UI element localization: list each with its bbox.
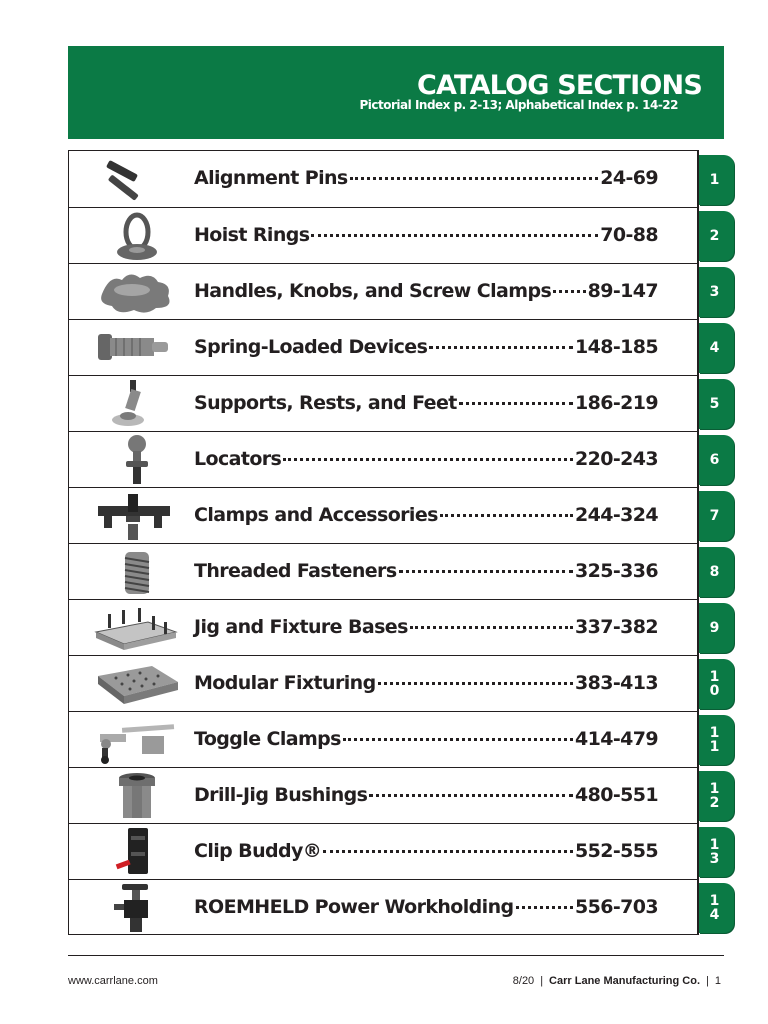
catalog-section-row[interactable] xyxy=(68,823,699,879)
footer-website[interactable]: www.carrlane.com xyxy=(68,975,158,987)
section-tab-number: 6 xyxy=(709,452,720,468)
catalog-section-row[interactable] xyxy=(68,655,699,711)
strap-clamp-icon xyxy=(92,490,182,542)
section-entry[interactable] xyxy=(194,784,658,810)
dot-leader xyxy=(410,625,573,629)
catalog-section-row[interactable] xyxy=(68,263,699,319)
section-entry[interactable] xyxy=(194,392,658,418)
section-tab-10[interactable] xyxy=(699,659,734,709)
footer-date: 8/20 xyxy=(512,975,535,987)
dot-leader xyxy=(311,233,598,237)
dot-leader xyxy=(378,681,573,685)
section-tab-4[interactable] xyxy=(699,323,734,373)
knob-icon xyxy=(92,266,182,318)
catalog-section-row[interactable] xyxy=(68,375,699,431)
dot-leader xyxy=(553,289,585,293)
section-entry[interactable] xyxy=(194,280,658,306)
section-pages: 70-88 xyxy=(600,224,658,246)
catalog-section-row[interactable] xyxy=(68,711,699,767)
thread-insert-icon xyxy=(92,546,182,598)
dot-leader xyxy=(459,401,573,405)
section-tab-number: 7 xyxy=(709,508,720,524)
hoist-ring-icon xyxy=(92,210,182,262)
section-tab-12[interactable] xyxy=(699,771,734,821)
catalog-section-row[interactable] xyxy=(68,207,699,263)
section-name: Clamps and Accessories xyxy=(194,504,438,526)
section-name: Modular Fixturing xyxy=(194,672,376,694)
section-name: Drill-Jig Bushings xyxy=(194,784,368,806)
catalog-section-row[interactable] xyxy=(68,151,699,207)
footer-page-number: 1 xyxy=(714,975,721,987)
section-pages: 89-147 xyxy=(587,280,658,302)
section-entry[interactable] xyxy=(194,224,658,250)
catalog-section-row[interactable] xyxy=(68,767,699,823)
section-name: Jig and Fixture Bases xyxy=(194,616,408,638)
section-entry[interactable] xyxy=(194,504,658,530)
section-entry[interactable] xyxy=(194,167,658,193)
section-entry[interactable] xyxy=(194,840,658,866)
section-pages: 337-382 xyxy=(574,616,658,638)
dot-leader xyxy=(283,457,573,461)
dot-leader xyxy=(323,849,573,853)
section-tab-7[interactable] xyxy=(699,491,734,541)
dot-leader xyxy=(516,905,573,909)
locator-icon xyxy=(92,434,182,486)
section-pages: 220-243 xyxy=(574,448,658,470)
section-tab-number: 11 xyxy=(709,725,720,755)
section-entry[interactable] xyxy=(194,560,658,586)
section-entry[interactable] xyxy=(194,896,658,922)
catalog-section-row[interactable] xyxy=(68,599,699,655)
modular-plate-icon xyxy=(92,658,182,710)
section-tab-14[interactable] xyxy=(699,883,734,933)
dot-leader xyxy=(429,345,573,349)
clip-buddy-icon xyxy=(92,826,182,878)
section-tab-3[interactable] xyxy=(699,267,734,317)
section-name: Alignment Pins xyxy=(194,167,348,189)
section-tab-number: 5 xyxy=(709,396,720,412)
section-tab-6[interactable] xyxy=(699,435,734,485)
section-tab-number: 4 xyxy=(709,340,720,356)
header-banner xyxy=(68,46,724,139)
dot-leader xyxy=(343,737,573,741)
footer-separator: | xyxy=(540,975,544,987)
section-name: Handles, Knobs, and Screw Clamps xyxy=(194,280,552,302)
section-tab-number: 8 xyxy=(709,564,720,580)
spring-plunger-icon xyxy=(92,322,182,374)
catalog-section-row[interactable] xyxy=(68,879,699,935)
section-name: Hoist Rings xyxy=(194,224,310,246)
dot-leader xyxy=(399,569,573,573)
catalog-section-row[interactable] xyxy=(68,431,699,487)
section-tab-1[interactable] xyxy=(699,155,734,205)
section-pages: 186-219 xyxy=(574,392,658,414)
section-tab-number: 10 xyxy=(709,669,720,699)
section-tab-number: 9 xyxy=(709,620,720,636)
dot-leader xyxy=(350,176,599,180)
section-entry[interactable] xyxy=(194,672,658,698)
section-name: Supports, Rests, and Feet xyxy=(194,392,457,414)
leveling-foot-icon xyxy=(92,378,182,430)
section-entry[interactable] xyxy=(194,616,658,642)
section-tab-13[interactable] xyxy=(699,827,734,877)
section-tab-2[interactable] xyxy=(699,211,734,261)
catalog-section-row[interactable] xyxy=(68,487,699,543)
section-pages: 244-324 xyxy=(574,504,658,526)
section-name: Threaded Fasteners xyxy=(194,560,397,582)
section-tab-9[interactable] xyxy=(699,603,734,653)
alignment-pin-icon xyxy=(92,153,182,205)
section-tab-number: 1 xyxy=(709,172,720,188)
section-entry[interactable] xyxy=(194,728,658,754)
section-name: ROEMHELD Power Workholding xyxy=(194,896,514,918)
section-pages: 556-703 xyxy=(574,896,658,918)
section-tab-11[interactable] xyxy=(699,715,734,765)
section-pages: 414-479 xyxy=(574,728,658,750)
section-tab-number: 12 xyxy=(709,781,720,811)
section-pages: 552-555 xyxy=(574,840,658,862)
section-pages: 148-185 xyxy=(574,336,658,358)
footer-divider xyxy=(68,955,724,956)
section-tab-number: 3 xyxy=(709,284,720,300)
toggle-clamp-icon xyxy=(92,714,182,766)
section-tab-number: 14 xyxy=(709,893,720,923)
section-pages: 325-336 xyxy=(574,560,658,582)
section-name: Spring-Loaded Devices xyxy=(194,336,428,358)
dot-leader xyxy=(440,513,573,517)
section-name: Locators xyxy=(194,448,282,470)
index-reference: Pictorial Index p. 2-13; Alphabetical Index p. 14-22 xyxy=(359,98,678,112)
section-entry[interactable] xyxy=(194,448,658,474)
bushing-icon xyxy=(92,770,182,822)
power-clamp-icon xyxy=(92,882,182,934)
footer-company: Carr Lane Manufacturing Co. xyxy=(549,975,701,987)
section-tab-8[interactable] xyxy=(699,547,734,597)
section-name: Toggle Clamps xyxy=(194,728,341,750)
section-pages: 24-69 xyxy=(600,167,658,189)
section-tab-number: 13 xyxy=(709,837,720,867)
section-tab-number: 2 xyxy=(709,228,720,244)
section-tab-5[interactable] xyxy=(699,379,734,429)
dot-leader xyxy=(369,793,573,797)
footer-info xyxy=(513,975,721,987)
fixture-base-icon xyxy=(92,602,182,654)
page-title: CATALOG SECTIONS xyxy=(417,70,702,101)
section-pages: 480-551 xyxy=(574,784,658,806)
catalog-section-row[interactable] xyxy=(68,543,699,599)
section-pages: 383-413 xyxy=(574,672,658,694)
catalog-section-row[interactable] xyxy=(68,319,699,375)
section-name: Clip Buddy® xyxy=(194,840,322,862)
section-entry[interactable] xyxy=(194,336,658,362)
footer-separator: | xyxy=(706,975,709,987)
